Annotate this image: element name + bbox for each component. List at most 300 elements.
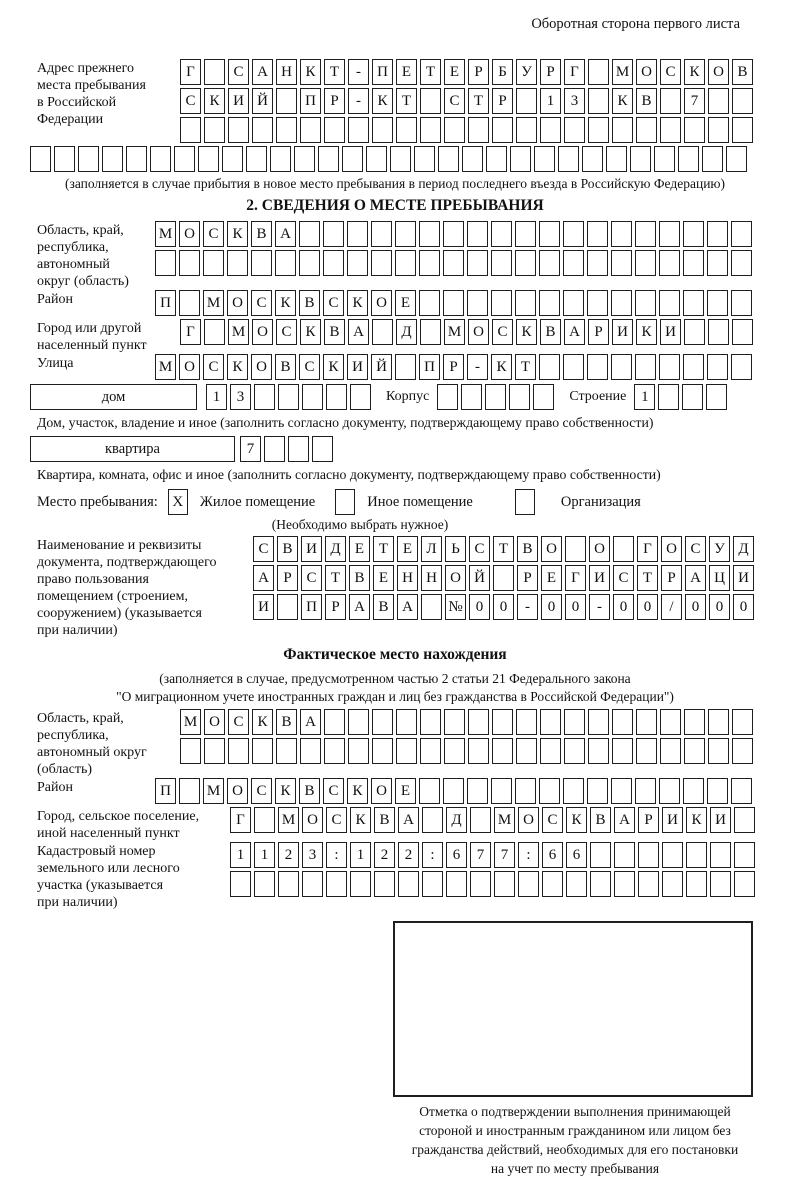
char-cell <box>254 807 275 833</box>
char-cell: Й <box>252 88 273 114</box>
char-cell: С <box>299 354 320 380</box>
stroenie-cells <box>634 384 730 410</box>
char-cell <box>518 871 539 897</box>
prev-address-row-3 <box>180 117 760 143</box>
char-cell: И <box>589 565 610 591</box>
char-cell: Р <box>661 565 682 591</box>
label-line: Отметка о подтверждении выполнения принимающей <box>419 1104 731 1119</box>
region2-cells <box>180 709 760 767</box>
char-cell: В <box>349 565 370 591</box>
char-cell <box>312 436 333 462</box>
char-cell <box>516 738 537 764</box>
stroenie-label: Строение <box>569 389 627 404</box>
char-cell <box>683 778 704 804</box>
region-row-1 <box>155 221 760 247</box>
char-cell <box>348 738 369 764</box>
char-cell: Р <box>517 565 538 591</box>
char-cell <box>468 709 489 735</box>
char-cell: В <box>299 778 320 804</box>
char-cell <box>611 290 632 316</box>
prev-address-group <box>30 59 760 146</box>
char-cell <box>731 221 752 247</box>
char-cell <box>636 709 657 735</box>
checkbox-other-premise <box>335 489 355 515</box>
char-cell: О <box>518 807 539 833</box>
char-cell <box>707 354 728 380</box>
char-cell: П <box>155 778 176 804</box>
document-row-2 <box>253 565 760 591</box>
char-cell: : <box>422 842 443 868</box>
char-cell <box>636 117 657 143</box>
char-cell: М <box>155 221 176 247</box>
char-cell <box>563 250 584 276</box>
char-cell: 2 <box>374 842 395 868</box>
char-cell <box>204 59 225 85</box>
char-cell: О <box>251 354 272 380</box>
char-cell <box>252 117 273 143</box>
char-cell <box>398 871 419 897</box>
label-line: "О миграционном учете иностранных граждан и лиц без гражданства в Российской Федерации") <box>116 689 674 704</box>
char-cell: 0 <box>541 594 562 620</box>
char-cell: В <box>540 319 561 345</box>
char-cell: Р <box>277 565 298 591</box>
char-cell: С <box>660 59 681 85</box>
char-cell: П <box>155 290 176 316</box>
char-cell: С <box>228 59 249 85</box>
char-cell: К <box>252 709 273 735</box>
char-cell: В <box>275 354 296 380</box>
city-group <box>30 319 760 354</box>
option-label-other-premise: Иное помещение <box>367 493 473 510</box>
page-header: Оборотная сторона первого листа <box>531 16 740 32</box>
char-cell: - <box>348 88 369 114</box>
char-cell <box>587 354 608 380</box>
char-cell <box>516 117 537 143</box>
city2-row <box>230 807 758 833</box>
char-cell <box>587 221 608 247</box>
checkbox-residential: X <box>168 489 188 515</box>
char-cell <box>660 117 681 143</box>
char-cell <box>491 290 512 316</box>
char-cell: К <box>612 88 633 114</box>
char-cell <box>179 778 200 804</box>
char-cell: 7 <box>240 436 261 462</box>
char-cell <box>635 250 656 276</box>
korpus-label: Корпус <box>386 389 430 404</box>
char-cell <box>682 384 703 410</box>
char-cell <box>510 146 531 172</box>
cadastral-row-2 <box>230 871 760 897</box>
char-cell: К <box>300 319 321 345</box>
char-cell: Р <box>325 594 346 620</box>
char-cell: - <box>348 59 369 85</box>
char-cell: О <box>371 778 392 804</box>
street-label: Улица <box>37 356 74 371</box>
char-cell: О <box>541 536 562 562</box>
label-line: помещением (строением, <box>37 589 188 604</box>
label-line: гражданства действий, необходимых для его постановки <box>411 1142 739 1157</box>
char-cell: В <box>324 319 345 345</box>
char-cell <box>659 290 680 316</box>
char-cell: Р <box>540 59 561 85</box>
char-cell: Ь <box>445 536 466 562</box>
document-row-1 <box>253 536 760 562</box>
char-cell <box>509 384 530 410</box>
char-cell <box>582 146 603 172</box>
char-cell: Б <box>492 59 513 85</box>
char-cell: В <box>517 536 538 562</box>
char-cell <box>684 319 705 345</box>
char-cell: 7 <box>684 88 705 114</box>
char-cell <box>420 319 441 345</box>
district2-group <box>30 778 760 807</box>
char-cell <box>444 738 465 764</box>
char-cell: 1 <box>350 842 371 868</box>
char-cell: В <box>277 536 298 562</box>
label-line: Наименование и реквизиты <box>37 538 202 553</box>
char-cell <box>276 738 297 764</box>
char-cell <box>566 871 587 897</box>
char-cell: Т <box>493 536 514 562</box>
char-cell: В <box>251 221 272 247</box>
region-label <box>30 221 155 290</box>
char-cell: М <box>278 807 299 833</box>
char-cell: С <box>326 807 347 833</box>
char-cell: 0 <box>469 594 490 620</box>
char-cell: И <box>253 594 274 620</box>
char-cell: П <box>372 59 393 85</box>
char-cell: С <box>301 565 322 591</box>
char-cell <box>300 738 321 764</box>
char-cell <box>227 250 248 276</box>
char-cell: Е <box>373 565 394 591</box>
char-cell <box>204 117 225 143</box>
char-cell <box>564 738 585 764</box>
char-cell: Е <box>395 778 416 804</box>
char-cell <box>294 146 315 172</box>
char-cell: 2 <box>398 842 419 868</box>
char-cell <box>371 250 392 276</box>
label-line: места пребывания <box>37 78 146 93</box>
char-cell: В <box>590 807 611 833</box>
char-cell: 2 <box>278 842 299 868</box>
char-cell <box>612 117 633 143</box>
char-cell <box>300 117 321 143</box>
street-row <box>155 354 755 380</box>
char-cell <box>228 117 249 143</box>
char-cell <box>486 146 507 172</box>
char-cell <box>732 319 753 345</box>
stay-type-label: Место пребывания: <box>37 493 158 510</box>
char-cell: С <box>203 221 224 247</box>
char-cell: П <box>300 88 321 114</box>
cadastral-group <box>30 842 760 911</box>
actual-location-title: Фактическое место нахождения <box>283 646 507 663</box>
char-cell <box>323 221 344 247</box>
char-cell <box>734 807 755 833</box>
char-cell <box>350 871 371 897</box>
char-cell <box>612 738 633 764</box>
char-cell <box>707 221 728 247</box>
char-cell <box>251 250 272 276</box>
char-cell <box>468 738 489 764</box>
char-cell: О <box>227 290 248 316</box>
char-cell: 1 <box>254 842 275 868</box>
char-cell: С <box>228 709 249 735</box>
char-cell <box>565 536 586 562</box>
char-cell <box>611 778 632 804</box>
char-cell <box>421 594 442 620</box>
char-cell <box>613 536 634 562</box>
char-cell: Г <box>564 59 585 85</box>
char-cell: 0 <box>613 594 634 620</box>
option-label-organization: Организация <box>560 493 641 510</box>
char-cell: Г <box>637 536 658 562</box>
char-cell: С <box>685 536 706 562</box>
label-line: Федерации <box>37 112 104 127</box>
char-cell: К <box>686 807 707 833</box>
char-cell <box>590 871 611 897</box>
char-cell: Е <box>541 565 562 591</box>
char-cell: А <box>252 59 273 85</box>
char-cell: 3 <box>230 384 251 410</box>
char-cell <box>462 146 483 172</box>
char-cell <box>658 384 679 410</box>
char-cell: М <box>494 807 515 833</box>
char-cell: Т <box>468 88 489 114</box>
label-line: республика, <box>37 240 109 255</box>
char-cell: К <box>347 778 368 804</box>
char-cell: Т <box>325 565 346 591</box>
char-cell: У <box>516 59 537 85</box>
char-cell: О <box>302 807 323 833</box>
char-cell: Р <box>443 354 464 380</box>
char-cell: С <box>469 536 490 562</box>
char-cell: Г <box>565 565 586 591</box>
apartment-box-label: квартира <box>30 436 235 462</box>
char-cell: С <box>203 354 224 380</box>
label-line: населенный пункт <box>37 338 147 353</box>
char-cell <box>470 871 491 897</box>
char-cell <box>710 871 731 897</box>
char-cell <box>683 250 704 276</box>
cadastral-row-1 <box>230 842 760 868</box>
char-cell <box>326 384 347 410</box>
char-cell: О <box>589 536 610 562</box>
char-cell <box>438 146 459 172</box>
char-cell <box>678 146 699 172</box>
char-cell: С <box>180 88 201 114</box>
char-cell: О <box>445 565 466 591</box>
char-cell: Л <box>421 536 442 562</box>
char-cell <box>374 871 395 897</box>
char-cell: И <box>301 536 322 562</box>
char-cell: - <box>517 594 538 620</box>
char-cell <box>347 221 368 247</box>
char-cell: Р <box>492 88 513 114</box>
label-line: Город, сельское поселение, <box>37 809 200 824</box>
char-cell: А <box>275 221 296 247</box>
char-cell <box>635 221 656 247</box>
char-cell <box>180 738 201 764</box>
char-cell <box>324 738 345 764</box>
prev-address-cells <box>180 59 760 146</box>
char-cell: М <box>155 354 176 380</box>
char-cell: Д <box>733 536 754 562</box>
char-cell <box>493 565 514 591</box>
char-cell: А <box>300 709 321 735</box>
char-cell <box>420 738 441 764</box>
char-cell <box>252 738 273 764</box>
char-cell <box>635 778 656 804</box>
char-cell <box>659 250 680 276</box>
char-cell <box>539 354 560 380</box>
char-cell <box>515 778 536 804</box>
char-cell <box>288 436 309 462</box>
char-cell: Т <box>420 59 441 85</box>
char-cell <box>446 871 467 897</box>
apartment-note: Квартира, комната, офис и иное (заполнить согласно документу, подтверждающему право собственности) <box>37 467 661 482</box>
apartment-row <box>30 436 760 462</box>
char-cell <box>467 250 488 276</box>
char-cell <box>179 290 200 316</box>
char-cell <box>276 88 297 114</box>
label-line: Область, край, <box>37 223 124 238</box>
char-cell <box>635 354 656 380</box>
char-cell <box>659 221 680 247</box>
char-cell: Ц <box>709 565 730 591</box>
char-cell <box>203 250 224 276</box>
char-cell <box>372 117 393 143</box>
char-cell: А <box>349 594 370 620</box>
char-cell: Н <box>421 565 442 591</box>
char-cell: П <box>419 354 440 380</box>
char-cell: Д <box>446 807 467 833</box>
char-cell: У <box>709 536 730 562</box>
char-cell: 7 <box>494 842 515 868</box>
char-cell <box>635 290 656 316</box>
char-cell <box>516 709 537 735</box>
char-cell <box>420 709 441 735</box>
char-cell <box>299 250 320 276</box>
char-cell <box>275 250 296 276</box>
char-cell <box>491 250 512 276</box>
char-cell <box>606 146 627 172</box>
char-cell: К <box>275 778 296 804</box>
char-cell <box>204 319 225 345</box>
char-cell: 0 <box>565 594 586 620</box>
char-cell <box>467 221 488 247</box>
char-cell <box>179 250 200 276</box>
char-cell <box>707 778 728 804</box>
char-cell <box>198 146 219 172</box>
char-cell <box>563 221 584 247</box>
char-cell: 3 <box>564 88 585 114</box>
city2-label <box>30 807 230 842</box>
char-cell <box>539 221 560 247</box>
city2-group <box>30 807 760 842</box>
char-cell <box>420 117 441 143</box>
char-cell: 6 <box>542 842 563 868</box>
char-cell <box>683 221 704 247</box>
char-cell: А <box>685 565 706 591</box>
char-cell: Н <box>276 59 297 85</box>
label-line: (заполняется в случае, предусмотренном частью 2 статьи 21 Федерального закона <box>159 671 631 686</box>
char-cell <box>437 384 458 410</box>
char-cell: И <box>662 807 683 833</box>
char-cell: Е <box>444 59 465 85</box>
char-cell <box>515 250 536 276</box>
char-cell <box>614 842 635 868</box>
char-cell: 6 <box>446 842 467 868</box>
char-cell <box>420 88 441 114</box>
region-group <box>30 221 760 290</box>
char-cell: Т <box>373 536 394 562</box>
char-cell: С <box>251 778 272 804</box>
label-line: Область, край, <box>37 711 124 726</box>
char-cell <box>467 290 488 316</box>
char-cell <box>150 146 171 172</box>
label-line: право пользования <box>37 572 149 587</box>
char-cell <box>347 250 368 276</box>
label-line: Кадастровый номер <box>37 844 156 859</box>
apartment-cells <box>240 436 336 462</box>
label-line: при наличии) <box>37 895 118 910</box>
char-cell <box>422 871 443 897</box>
char-cell <box>588 88 609 114</box>
char-cell <box>419 290 440 316</box>
char-cell <box>174 146 195 172</box>
char-cell <box>443 778 464 804</box>
char-cell: И <box>612 319 633 345</box>
char-cell <box>515 221 536 247</box>
house-row <box>30 384 760 410</box>
char-cell <box>540 738 561 764</box>
char-cell: А <box>397 594 418 620</box>
char-cell <box>492 709 513 735</box>
char-cell: Е <box>349 536 370 562</box>
char-cell <box>414 146 435 172</box>
char-cell <box>587 290 608 316</box>
char-cell: К <box>516 319 537 345</box>
char-cell: Г <box>180 319 201 345</box>
stay-type-row <box>30 489 760 515</box>
char-cell: Р <box>638 807 659 833</box>
char-cell <box>54 146 75 172</box>
char-cell <box>302 871 323 897</box>
korpus-cells <box>437 384 557 410</box>
char-cell <box>278 871 299 897</box>
char-cell: 1 <box>540 88 561 114</box>
char-cell <box>372 319 393 345</box>
char-cell: Е <box>397 536 418 562</box>
char-cell <box>611 250 632 276</box>
char-cell <box>533 384 554 410</box>
label-line: иной населенный пункт <box>37 826 180 841</box>
char-cell <box>539 250 560 276</box>
char-cell <box>707 250 728 276</box>
house-note: Дом, участок, владение и иное (заполнить согласно документу, подтверждающему право собственности) <box>37 415 654 430</box>
char-cell: О <box>708 59 729 85</box>
char-cell <box>684 117 705 143</box>
char-cell <box>683 290 704 316</box>
label-line: Город или другой <box>37 321 142 336</box>
char-cell: В <box>374 807 395 833</box>
char-cell: И <box>347 354 368 380</box>
char-cell <box>660 709 681 735</box>
char-cell <box>318 146 339 172</box>
char-cell <box>638 871 659 897</box>
